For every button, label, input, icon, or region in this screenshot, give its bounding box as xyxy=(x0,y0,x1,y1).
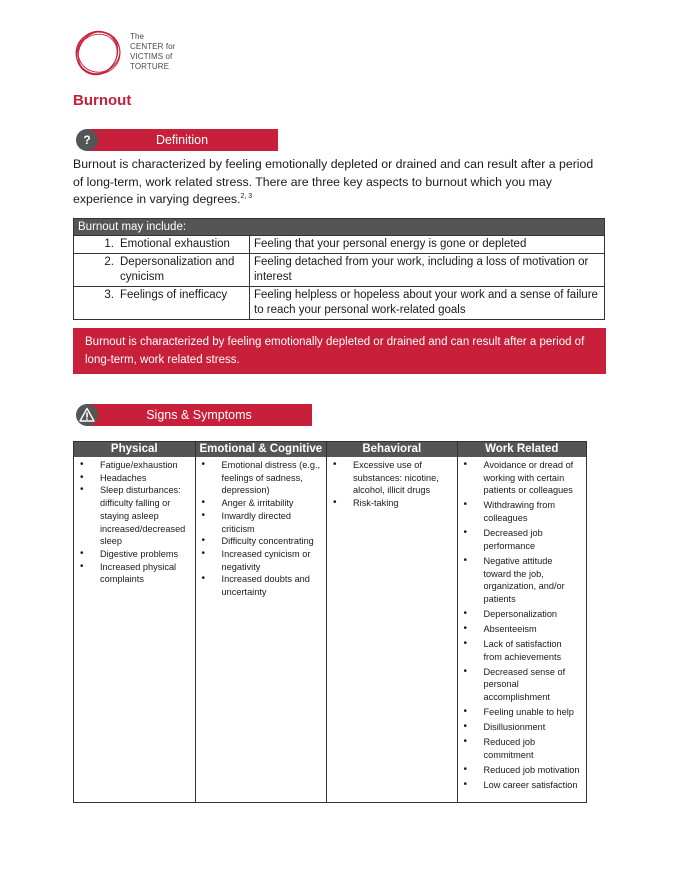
list-item: • Decreased sense of personal accomplishment xyxy=(464,666,583,704)
list-item: • Anger & irritability xyxy=(202,497,322,510)
table-row xyxy=(74,253,604,286)
list-item: • Increased physical complaints xyxy=(80,561,191,586)
list-item: • Sleep disturbances: difficulty falling or staying asleep increased/decreased sleep xyxy=(80,484,191,548)
list-item: • Withdrawing from colleagues xyxy=(464,499,583,524)
warning-icon xyxy=(76,404,98,426)
list-item: • Emotional distress (e.g., feelings of sadness, depression) xyxy=(202,459,322,497)
definition-header-bar xyxy=(86,129,278,151)
row-label: Emotional exhaustion xyxy=(120,238,230,250)
column-header: Emotional & Cognitive xyxy=(196,442,326,457)
table-row xyxy=(74,286,604,319)
list-item: • Risk-taking xyxy=(333,497,452,510)
row-description: Feeling detached from your work, including a loss of motivation or interest xyxy=(254,256,589,283)
list-item: • Depersonalization xyxy=(464,608,583,621)
list-item: • Difficulty concentrating xyxy=(202,535,322,548)
row-number: 2. xyxy=(104,256,114,268)
list-item: • Excessive use of substances: nicotine, alcohol, illicit drugs xyxy=(333,459,452,497)
reference-superscript: 2, 3 xyxy=(240,192,253,200)
work-related-column xyxy=(458,442,587,802)
list-item: • Reduced job commitment xyxy=(464,736,583,761)
row-number: 3. xyxy=(104,289,114,301)
signs-header: Signs & Symptoms xyxy=(146,408,252,422)
column-header: Behavioral xyxy=(327,442,456,457)
column-header: Work Related xyxy=(458,442,587,457)
cvt-logo xyxy=(72,28,182,78)
list-item: • Absenteeism xyxy=(464,623,583,636)
behavioral-column xyxy=(327,442,457,802)
definition-header: Definition xyxy=(155,133,209,147)
table-row xyxy=(74,235,604,253)
burnout-table xyxy=(73,218,605,320)
row-number: 1. xyxy=(104,238,114,250)
list-item: • Decreased job performance xyxy=(464,527,583,552)
list-item: • Digestive problems xyxy=(80,548,191,561)
list-item: • Avoidance or dread of working with certain patients or colleagues xyxy=(464,459,583,497)
list-item: • Increased doubts and uncertainty xyxy=(202,573,322,598)
question-icon: ? xyxy=(76,129,98,151)
page-title: Burnout xyxy=(73,92,132,109)
burnout-table-header: Burnout may include: xyxy=(74,219,604,235)
list-item: • Fatigue/exhaustion xyxy=(80,459,191,472)
list-item: • Headaches xyxy=(80,472,191,485)
list-item: • Feeling unable to help xyxy=(464,706,583,719)
list-item: • Lack of satisfaction from achievements xyxy=(464,638,583,663)
row-label: Feelings of inefficacy xyxy=(120,289,228,301)
logo-circles-icon xyxy=(72,28,124,78)
list-item: • Increased cynicism or negativity xyxy=(202,548,322,573)
definition-text: Burnout is characterized by feeling emotionally depleted or drained and can result after a period of long-term, work related stress. There are three key aspects to burnout which you may experience in varying degrees.$^{2, 3}$ xyxy=(73,157,594,206)
row-label: Depersonalization and cynicism xyxy=(120,256,235,283)
signs-header-bar xyxy=(86,404,312,426)
list-item: • Reduced job motivation xyxy=(464,764,583,777)
logo-text: The CENTER for VICTIMS of TORTURE xyxy=(130,32,176,71)
column-header: Physical xyxy=(74,442,195,457)
emotional-cognitive-column xyxy=(196,442,327,802)
list-item: • Low career satisfaction xyxy=(464,779,583,792)
row-description: Feeling helpless or hopeless about your work and a sense of failure to reach your personal work-related goals xyxy=(254,289,598,316)
row-description: Feeling that your personal energy is gone or depleted xyxy=(254,238,527,250)
burnout-callout: Burnout is characterized by feeling emotionally depleted or drained and can result after a period of long-term, work related stress. xyxy=(73,328,606,374)
signs-symptoms-table xyxy=(73,441,587,803)
list-item: • Inwardly directed criticism xyxy=(202,510,322,535)
list-item: • Negative attitude toward the job, organization, and/or patients xyxy=(464,555,583,606)
physical-column xyxy=(74,442,196,802)
list-item: • Disillusionment xyxy=(464,721,583,734)
